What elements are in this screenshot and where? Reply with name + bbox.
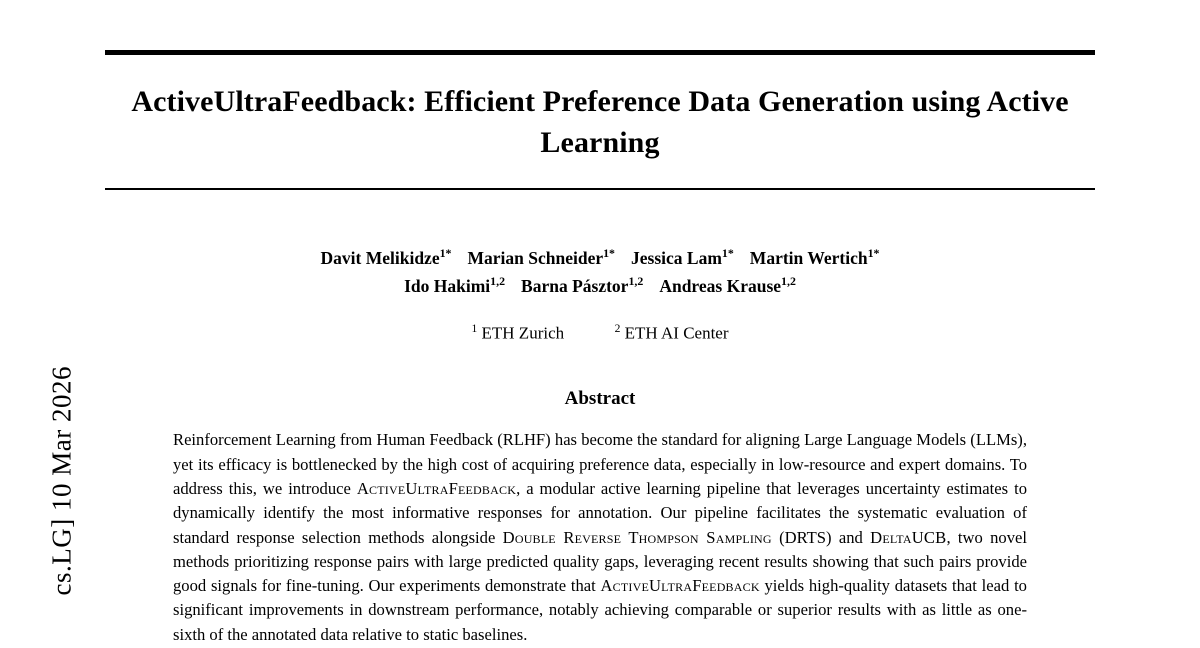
page-title: ActiveUltraFeedback: Efficient Preference Data Generation using Active Learning (131, 85, 1069, 160)
abstract-run: , a modular active learning pipeline that leverages uncertainty estimates to dynamically identify the most informative responses for annotation. Our pipeline facilitates the systematic evaluation of standard response selection methods alongside (173, 478, 1027, 547)
author-entry (467, 245, 615, 268)
abstract-run: Reinforcement Learning from Human Feedback (RLHF) has become the standard for aligning Large Language Models (LLMs), yet its efficacy is bottlenecked by the high cost of acquiring preference data, especially in low-resource and expert domains. To address this, we introduce (173, 430, 1027, 498)
author-marks: 1* (721, 245, 734, 260)
author-marks: 1* (867, 245, 880, 260)
abstract-text (173, 428, 1027, 647)
abstract-smallcaps-term: Double Reverse Thompson Sampling (502, 527, 772, 547)
author-name: Ido Hakimi (404, 275, 491, 296)
abstract-smallcaps-term: DeltaUCB (870, 527, 947, 547)
author-marks: 1,2 (490, 273, 506, 288)
author-entry (320, 245, 452, 268)
author-name: Martin Wertich (749, 247, 868, 268)
header-rule-bottom (105, 188, 1095, 190)
author-name: Andreas Krause (659, 275, 782, 296)
paper-content (105, 0, 1095, 648)
author-marks: 1* (603, 245, 615, 260)
affiliation-list (105, 322, 1095, 344)
author-line-2 (105, 272, 1095, 300)
author-name: Marian Schneider (467, 247, 604, 268)
abstract-smallcaps-term: ActiveUltraFeedback (356, 478, 517, 498)
author-marks: 1,2 (781, 273, 796, 288)
abstract-heading: Abstract (564, 388, 636, 410)
author-marks: 1* (439, 245, 452, 260)
author-marks: 1,2 (628, 273, 644, 288)
affiliation-mark: 1 (471, 321, 478, 335)
author-entry (521, 273, 644, 296)
author-line-1 (105, 244, 1095, 272)
abstract-run: (DRTS) and (771, 527, 871, 547)
affiliation-mark: 2 (614, 321, 621, 335)
arxiv-stamp: cs.LG] 10 Mar 2026 (46, 366, 77, 596)
header-rule-top (105, 50, 1095, 55)
author-entry (659, 273, 796, 296)
author-name: Jessica Lam (631, 247, 722, 268)
author-entry (631, 245, 734, 268)
author-entry (749, 245, 880, 268)
abstract-smallcaps-term: ActiveUltraFeedback (600, 576, 760, 596)
author-list (105, 244, 1095, 300)
author-name: Davit Melikidze (320, 247, 440, 268)
author-entry (404, 273, 506, 296)
abstract-run: yields high-quality datasets that lead to significant improvements in downstream performance, notably achieving comparable or superior results with as little as one-sixth of the annotated data relative to static baselines. (173, 576, 1027, 644)
affiliation-name: ETH Zurich (481, 323, 565, 343)
affiliation-name: ETH AI Center (624, 323, 729, 343)
abstract-run: , two novel methods prioritizing response pairs with large predicted quality gaps, leveraging recent results showing that such pairs provide good signals for fine-tuning. Our experiments demonstrate that (173, 527, 1027, 596)
author-name: Barna Pásztor (521, 275, 629, 296)
